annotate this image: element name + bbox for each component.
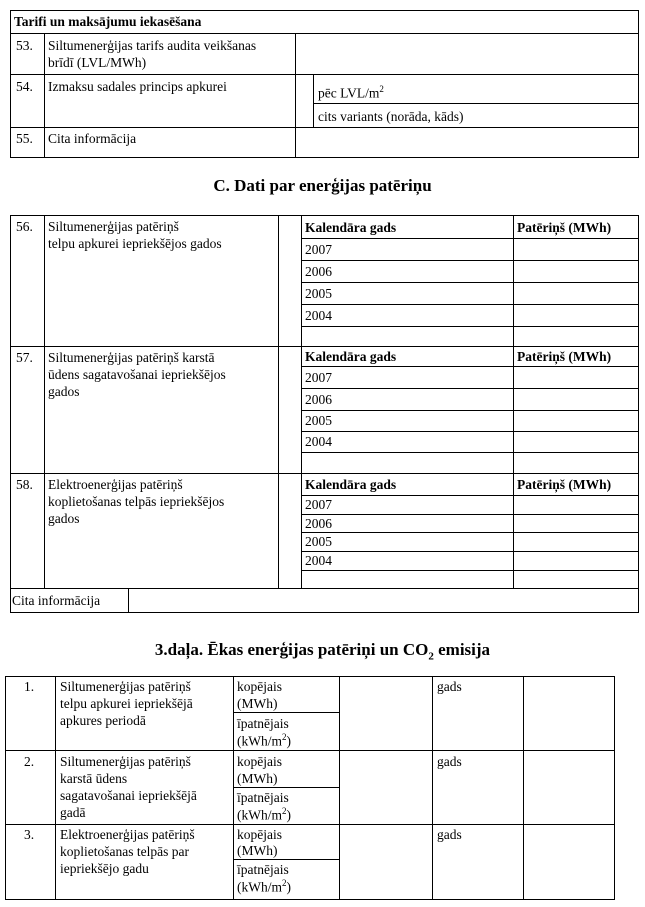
row-54-option-1[interactable]: pēc LVL/m [318,85,380,101]
part3-row-3-label-3: iepriekšējo gadu [60,861,149,876]
section-c-title: C. Dati par enerģijas patēriņu [213,176,432,195]
part3-row-2-year-label: gads [437,754,462,769]
part3-row-1-label-2: telpu apkurei iepriekšējā [60,696,193,711]
unit-sup: 2 [282,806,287,816]
row-56-consumption-header: Patēriņš (MWh) [517,220,612,235]
part3-row-1-year-label: gads [437,679,462,694]
unit-sup: 2 [282,878,287,888]
part3-row-1-label: Siltumenerģijas patēriņš [60,679,191,694]
part3-row-2-total-unit: (MWh) [237,771,278,786]
row-53-label-2: brīdī (LVL/MWh) [48,55,147,70]
row-54-number: 54. [16,79,33,94]
part3-row-3-specific-unit [237,878,291,896]
part3-row-2-specific-unit [237,806,291,824]
row-57-year-2005: 2005 [305,413,332,428]
row-56-year-header: Kalendāra gads [305,220,397,235]
row-57-year-2007: 2007 [305,370,332,385]
row-53-value-cell[interactable] [297,35,637,73]
row-54-option-1-sup: 2 [379,84,384,94]
row-56-number: 56. [16,219,33,234]
part3-row-1-specific-unit [237,732,291,750]
part3-row-3-specific: īpatnējais [237,862,289,877]
row-55-label: Cita informācija [48,131,137,146]
part3-title [0,640,645,664]
unit-sup: 2 [282,732,287,742]
row-58-year-2006: 2006 [305,516,332,531]
row-57-number: 57. [16,350,33,365]
part3-row-1-label-3: apkures periodā [60,713,146,728]
row-58-year-header: Kalendāra gads [305,477,397,492]
row-58-number: 58. [16,477,33,492]
row-57-label: Siltumenerģijas patēriņš karstā [48,350,215,365]
row-57-label-2: ūdens sagatavošanai iepriekšējos [48,367,226,382]
row-57-year-2004: 2004 [305,434,332,449]
part3-row-2-label-4: gadā [60,805,86,820]
row-56-label-2: telpu apkurei iepriekšējos gados [48,236,222,251]
unit-close: ) [286,733,291,749]
row-58-label: Elektroenerģijas patēriņš [48,477,183,492]
part3-row-2-specific: īpatnējais [237,790,289,805]
row-58-year-2007: 2007 [305,497,332,512]
row-56-year-2007: 2007 [305,242,332,257]
row-54-option-area [318,84,384,102]
other-info-label: Cita informācija [12,593,101,608]
row-54-label: Izmaksu sadales princips apkurei [48,79,227,94]
part3-row-3-label-2: koplietošanas telpās par [60,844,189,859]
part3-row-3-number: 3. [24,827,35,842]
row-57-year-header: Kalendāra gads [305,349,397,364]
row-56-year-2005: 2005 [305,286,332,301]
row-57-label-3: gados [48,384,80,399]
row-56-year-2006: 2006 [305,264,332,279]
part3-row-3-year-label: gads [437,827,462,842]
part3-row-1-number: 1. [24,679,35,694]
part3-row-1-total: kopējais [237,679,282,694]
part3-row-1-total-unit: (MWh) [237,696,278,711]
row-57-year-2006: 2006 [305,392,332,407]
part3-row-3-total: kopējais [237,827,282,842]
row-55-value-cell[interactable] [297,129,637,156]
row-58-year-2004: 2004 [305,553,332,568]
row-57-consumption-header: Patēriņš (MWh) [517,349,612,364]
row-53-number: 53. [16,38,33,53]
part3-title-sub: 2 [428,650,434,663]
part3-row-3-total-unit: (MWh) [237,843,278,858]
row-54-option-2[interactable]: cits variants (norāda, kāds) [318,109,464,124]
unit-text: (kWh/m [237,879,282,895]
unit-text: (kWh/m [237,807,282,823]
row-58-year-2005: 2005 [305,534,332,549]
part3-row-2-total: kopējais [237,754,282,769]
tariffs-header: Tarifi un maksājumu iekasēšana [14,14,202,29]
unit-text: (kWh/m [237,733,282,749]
row-56-label: Siltumenerģijas patēriņš [48,219,179,234]
part3-row-2-label: Siltumenerģijas patēriņš [60,754,191,769]
row-58-label-3: gados [48,511,80,526]
part3-title-text: 3.daļa. Ēkas enerģijas patēriņi un CO [154,640,429,659]
row-55-number: 55. [16,131,33,146]
other-info-value-cell[interactable] [130,590,637,611]
part3-row-2-number: 2. [24,754,35,769]
unit-close: ) [286,879,291,895]
unit-close: ) [286,807,291,823]
part3-row-2-label-3: sagatavošanai iepriekšējā [60,788,197,803]
row-56-year-2004: 2004 [305,308,332,323]
row-53-label: Siltumenerģijas tarifs audita veikšanas [48,38,257,53]
part3-title-suffix: emisija [433,640,491,659]
part3-row-3-label: Elektroenerģijas patēriņš [60,827,195,842]
part3-row-2-label-2: karstā ūdens [60,771,128,786]
part3-row-1-specific: īpatnējais [237,716,289,731]
row-58-label-2: koplietošanas telpās iepriekšējos [48,494,225,509]
row-58-consumption-header: Patēriņš (MWh) [517,477,612,492]
